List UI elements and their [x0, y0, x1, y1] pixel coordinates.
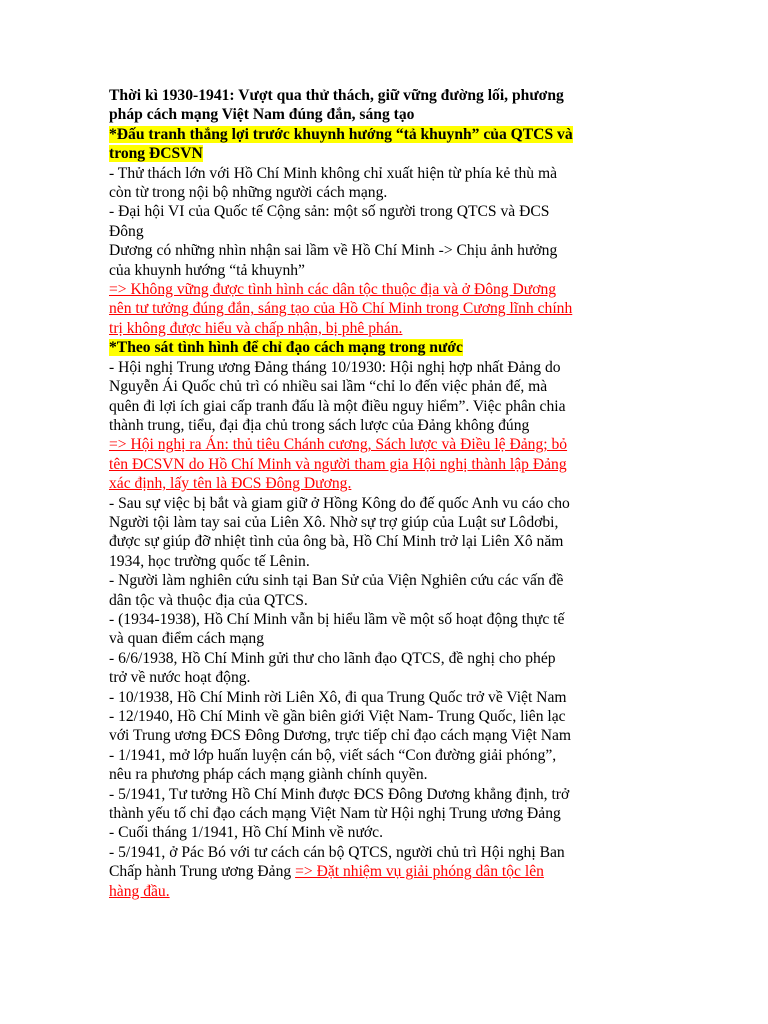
text-line	[109, 688, 649, 707]
text-run: Dương có những nhìn nhận sai lầm về Hồ Chí Minh -> Chịu ảnh hưởng	[109, 242, 558, 260]
text-line	[109, 125, 649, 144]
text-line	[109, 494, 649, 513]
text-run: quên đi lợi ích giai cấp tranh đấu là một điều nguy hiểm”. Việc phân chia	[109, 397, 566, 415]
paragraph	[109, 823, 649, 842]
text-line	[109, 785, 649, 804]
conclusion-text: => Đặt nhiệm vụ giải phóng dân tộc lên	[295, 863, 544, 881]
text-line	[109, 435, 649, 454]
text-run: thành yếu tố chỉ đạo cách mạng Việt Nam từ Hội nghị Trung ương Đảng	[109, 805, 561, 823]
text-run: => Hội nghị ra Án: thủ tiêu Chánh cương, Sách lược và Điều lệ Đảng; bỏ	[109, 436, 568, 454]
text-line	[109, 183, 649, 202]
text-line	[109, 610, 649, 629]
text-run: Chấp hành Trung ương Đảng	[109, 863, 296, 881]
text-run: - (1934-1938), Hồ Chí Minh vẫn bị hiểu lầm về một số hoạt động thực tế	[109, 610, 565, 628]
text-line	[109, 299, 649, 318]
document-page	[109, 86, 649, 901]
text-run: dân tộc và thuộc địa của QTCS.	[109, 591, 308, 609]
paragraph	[109, 571, 649, 610]
text-line	[109, 241, 649, 260]
paragraph	[109, 688, 649, 707]
text-run: với Trung ương ĐCS Đông Dương, trực tiếp chỉ đạo cách mạng Việt Nam	[109, 727, 572, 745]
text-line	[109, 765, 649, 784]
text-line	[109, 319, 649, 338]
text-line	[109, 707, 649, 726]
text-line	[109, 746, 649, 765]
text-run: *Đấu tranh thắng lợi trước khuynh hướng “tả khuynh” của QTCS và	[109, 125, 573, 143]
text-run: - Hội nghị Trung ương Đảng tháng 10/1930: Hội nghị hợp nhất Đảng do	[109, 358, 561, 376]
text-run: trong ĐCSVN	[109, 145, 203, 163]
text-run: nêu ra phương pháp cách mạng giành chính quyền.	[109, 766, 428, 784]
conclusion-paragraph	[109, 280, 649, 338]
text-line	[109, 222, 649, 241]
paragraph	[109, 746, 649, 785]
text-line	[109, 591, 649, 610]
text-run: - Người làm nghiên cứu sinh tại Ban Sử của Viện Nghiên cứu các vấn đề	[109, 572, 564, 590]
paragraph	[109, 164, 649, 203]
text-line	[109, 416, 649, 435]
text-line	[109, 668, 649, 687]
text-run: và quan điểm cách mạng	[109, 630, 265, 648]
text-line	[109, 649, 649, 668]
text-line	[109, 202, 649, 221]
paragraph	[109, 649, 649, 688]
final-paragraph	[109, 843, 649, 901]
text-run: Đông	[109, 222, 144, 240]
text-line	[109, 164, 649, 183]
text-line	[109, 823, 649, 842]
text-line	[109, 882, 649, 901]
text-line	[109, 338, 649, 357]
text-line	[109, 726, 649, 745]
text-run: Nguyễn Ái Quốc chủ trì có nhiều sai lầm “chỉ lo đến việc phản đế, mà	[109, 378, 548, 396]
text-line	[109, 862, 649, 881]
text-line	[109, 571, 649, 590]
text-run: còn từ trong nội bộ những người cách mạng.	[109, 184, 388, 202]
text-run: Người tội làm tay sai của Liên Xô. Nhờ sự trợ giúp của Luật sư Lôdơbi,	[109, 513, 559, 531]
text-line	[109, 261, 649, 280]
text-line	[109, 144, 649, 163]
text-run: 1934, học trường quốc tế Lênin.	[109, 552, 310, 570]
text-line	[109, 804, 649, 823]
text-run: - 12/1940, Hồ Chí Minh về gần biên giới Việt Nam- Trung Quốc, liên lạc	[109, 708, 566, 725]
paragraph	[109, 610, 649, 649]
section-heading	[109, 125, 649, 164]
text-line	[109, 552, 649, 571]
paragraph	[109, 494, 649, 572]
text-run: - Đại hội VI của Quốc tế Cộng sản: một số người trong QTCS và ĐCS	[109, 203, 550, 221]
conclusion-paragraph	[109, 435, 649, 493]
text-line	[109, 280, 649, 299]
text-line	[109, 474, 649, 493]
text-line: - 5/1941, ở Pác Bó với tư cách cán bộ QTCS, người chủ trì Hội nghị Ban	[109, 843, 565, 861]
text-run: - Thử thách lớn với Hồ Chí Minh không chỉ xuất hiện từ phía kẻ thù mà	[109, 164, 558, 182]
paragraph	[109, 202, 649, 280]
document-title	[109, 86, 649, 125]
text-line	[109, 86, 649, 105]
text-line	[109, 105, 649, 124]
text-run: pháp cách mạng Việt Nam đúng đắn, sáng tạo	[109, 106, 415, 124]
text-run: được sự giúp đỡ nhiệt tình của ông bà, Hồ Chí Minh trở lại Liên Xô năm	[109, 533, 564, 551]
text-run: Thời kì 1930-1941: Vượt qua thử thách, giữ vững đường lối, phương	[109, 87, 564, 104]
text-line	[109, 629, 649, 648]
text-run: trị không được hiểu và chấp nhận, bị phê phán.	[109, 319, 403, 337]
text-line	[109, 455, 649, 474]
text-run: nên tư tưởng đúng đắn, sáng tạo của Hồ Chí Minh trong Cương lĩnh chính	[109, 300, 573, 318]
text-run: - Cuối tháng 1/1941, Hồ Chí Minh về nước.	[109, 824, 383, 842]
text-run: => Không vững được tình hình các dân tộc thuộc địa và ở Đông Dương	[109, 281, 557, 299]
text-line	[109, 358, 649, 377]
text-run: - 10/1938, Hồ Chí Minh rời Liên Xô, đi qua Trung Quốc trở về Việt Nam	[109, 688, 567, 706]
section-heading	[109, 338, 649, 357]
text-run: - Sau sự việc bị bắt và giam giữ ở Hồng Kông do đế quốc Anh vu cáo cho	[109, 494, 570, 512]
text-run: xác định, lấy tên là ĐCS Đông Dương.	[109, 475, 352, 493]
paragraph	[109, 707, 649, 746]
text-run: của khuynh hướng “tả khuynh”	[109, 261, 305, 279]
document-body	[109, 86, 649, 843]
text-run: *Theo sát tình hình để chỉ đạo cách mạng trong nước	[109, 339, 463, 357]
conclusion-text: hàng đầu.	[109, 882, 170, 900]
text-line	[109, 377, 649, 396]
paragraph	[109, 785, 649, 824]
text-line	[109, 532, 649, 551]
text-run: tên ĐCSVN do Hồ Chí Minh và người tham gia Hội nghị thành lập Đảng	[109, 455, 567, 473]
text-run: thành trung, tiểu, đại địa chủ trong sách lược của Đảng không đúng	[109, 416, 530, 434]
text-line	[109, 513, 649, 532]
text-run: - 5/1941, Tư tưởng Hồ Chí Minh được ĐCS Đông Dương khẳng định, trở	[109, 785, 570, 803]
text-line	[109, 397, 649, 416]
text-run: trở về nước hoạt động.	[109, 669, 251, 687]
text-run: - 6/6/1938, Hồ Chí Minh gửi thư cho lãnh đạo QTCS, đề nghị cho phép	[109, 649, 556, 667]
text-run: - 1/1941, mở lớp huấn luyện cán bộ, viết sách “Con đường giải phóng”,	[109, 746, 557, 764]
paragraph	[109, 358, 649, 436]
